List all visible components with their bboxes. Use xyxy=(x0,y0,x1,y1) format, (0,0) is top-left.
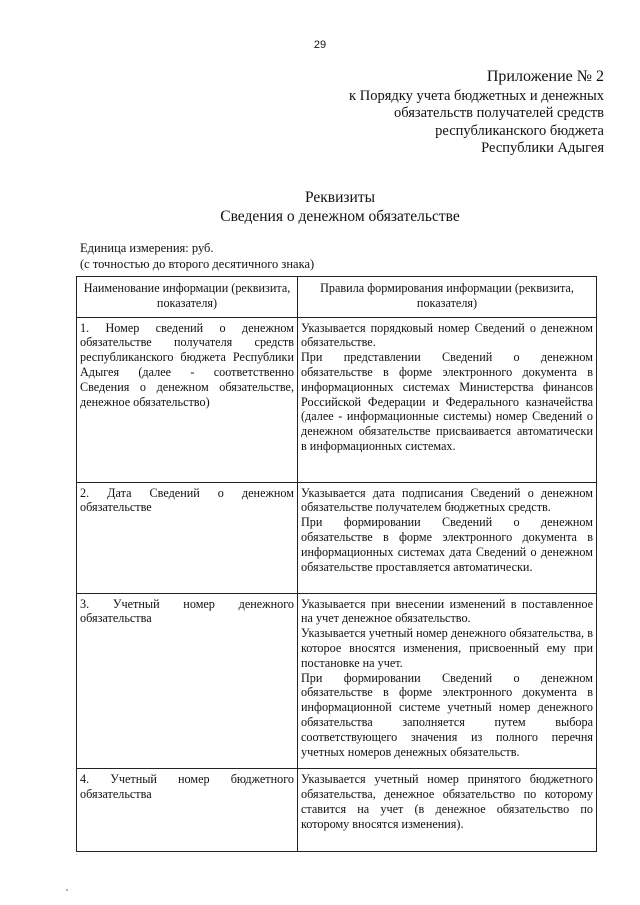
rule-paragraph: При представлении Сведений о денежном обязательстве в форме электронного документа в информационных системах Министерства финансов Российской Федерации и Федерального казначейства (далее - информационные системы) номер Сведений о денежном обязательстве присваивается автоматически в информационных системах. xyxy=(301,350,593,453)
row-name-cell: 1. Номер сведений о денежном обязательстве получателя средств республиканского бюджета Республики Адыгея (далее - соответственно Сведения о денежном обязательстве, денежное обязательство) xyxy=(77,317,298,482)
rule-paragraph: Указывается учетный номер принятого бюджетного обязательства, денежное обязательство по которому ставится на учет (в денежное обязательство по которому вносятся изменения). xyxy=(301,772,593,831)
document-title xyxy=(40,188,640,226)
scan-speck xyxy=(66,889,68,891)
rule-paragraph: Указывается при внесении изменений в поставленное на учет денежное обязательство. xyxy=(301,596,593,626)
units-line2: (с точностью до второго десятичного знака) xyxy=(80,257,315,271)
header-name-column: Наименование информации (реквизита, показателя) xyxy=(77,277,298,318)
page-number: 29 xyxy=(313,39,327,51)
row-name-cell: 3. Учетный номер денежного обязательства xyxy=(77,593,298,769)
row-rules-cell xyxy=(298,317,597,482)
appendix-line: обязательств получателей средств xyxy=(393,105,604,121)
appendix-line: к Порядку учета бюджетных и денежных xyxy=(349,87,604,104)
document-title-line1: Реквизиты xyxy=(304,189,376,206)
table-row xyxy=(77,769,597,852)
appendix-line: республиканского бюджета xyxy=(435,122,604,139)
row-name-cell: 2. Дата Сведений о денежном обязательстве xyxy=(77,482,298,593)
scan-speck xyxy=(76,854,77,855)
appendix-title: Приложение № 2 xyxy=(486,68,604,85)
document-title-line2: Сведения о денежном обязательстве xyxy=(220,208,460,225)
appendix-line: Республики Адыгея xyxy=(481,140,604,156)
row-rules-cell xyxy=(298,593,597,769)
table-row xyxy=(77,593,597,769)
row-name-cell: 4. Учетный номер бюджетного обязательства xyxy=(77,769,298,852)
rule-paragraph: При формировании Сведений о денежном обязательстве в форме электронного документа в информационной системе учетный номер денежного обязательства заполняется путем выбора соответствующего значения из полного перечня учетных номеров денежных обязательств. xyxy=(301,670,593,759)
header-rules-column: Правила формирования информации (реквизита, показателя) xyxy=(298,277,597,318)
table-header-row xyxy=(77,277,597,318)
rule-paragraph: При формировании Сведений о денежном обязательстве в форме электронного документа в информационных системах дата Сведений о денежном обязательстве проставляется автоматически. xyxy=(301,515,593,574)
rule-paragraph: Указывается порядковый номер Сведений о денежном обязательстве. xyxy=(301,320,593,350)
appendix-header xyxy=(304,68,604,158)
units-note xyxy=(80,240,314,272)
rule-paragraph: Указывается учетный номер денежного обязательства, в которое вносятся изменения, присвоенный ему при постановке на учет. xyxy=(301,626,593,670)
requisites-table xyxy=(76,276,597,852)
row-rules-cell xyxy=(298,482,597,593)
table-row xyxy=(77,482,597,593)
table-row xyxy=(77,317,597,482)
rule-paragraph: Указывается дата подписания Сведений о денежном обязательстве получателем бюджетных средств. xyxy=(301,485,593,515)
row-rules-cell xyxy=(298,769,597,852)
units-line1: Единица измерения: руб. xyxy=(80,241,214,255)
